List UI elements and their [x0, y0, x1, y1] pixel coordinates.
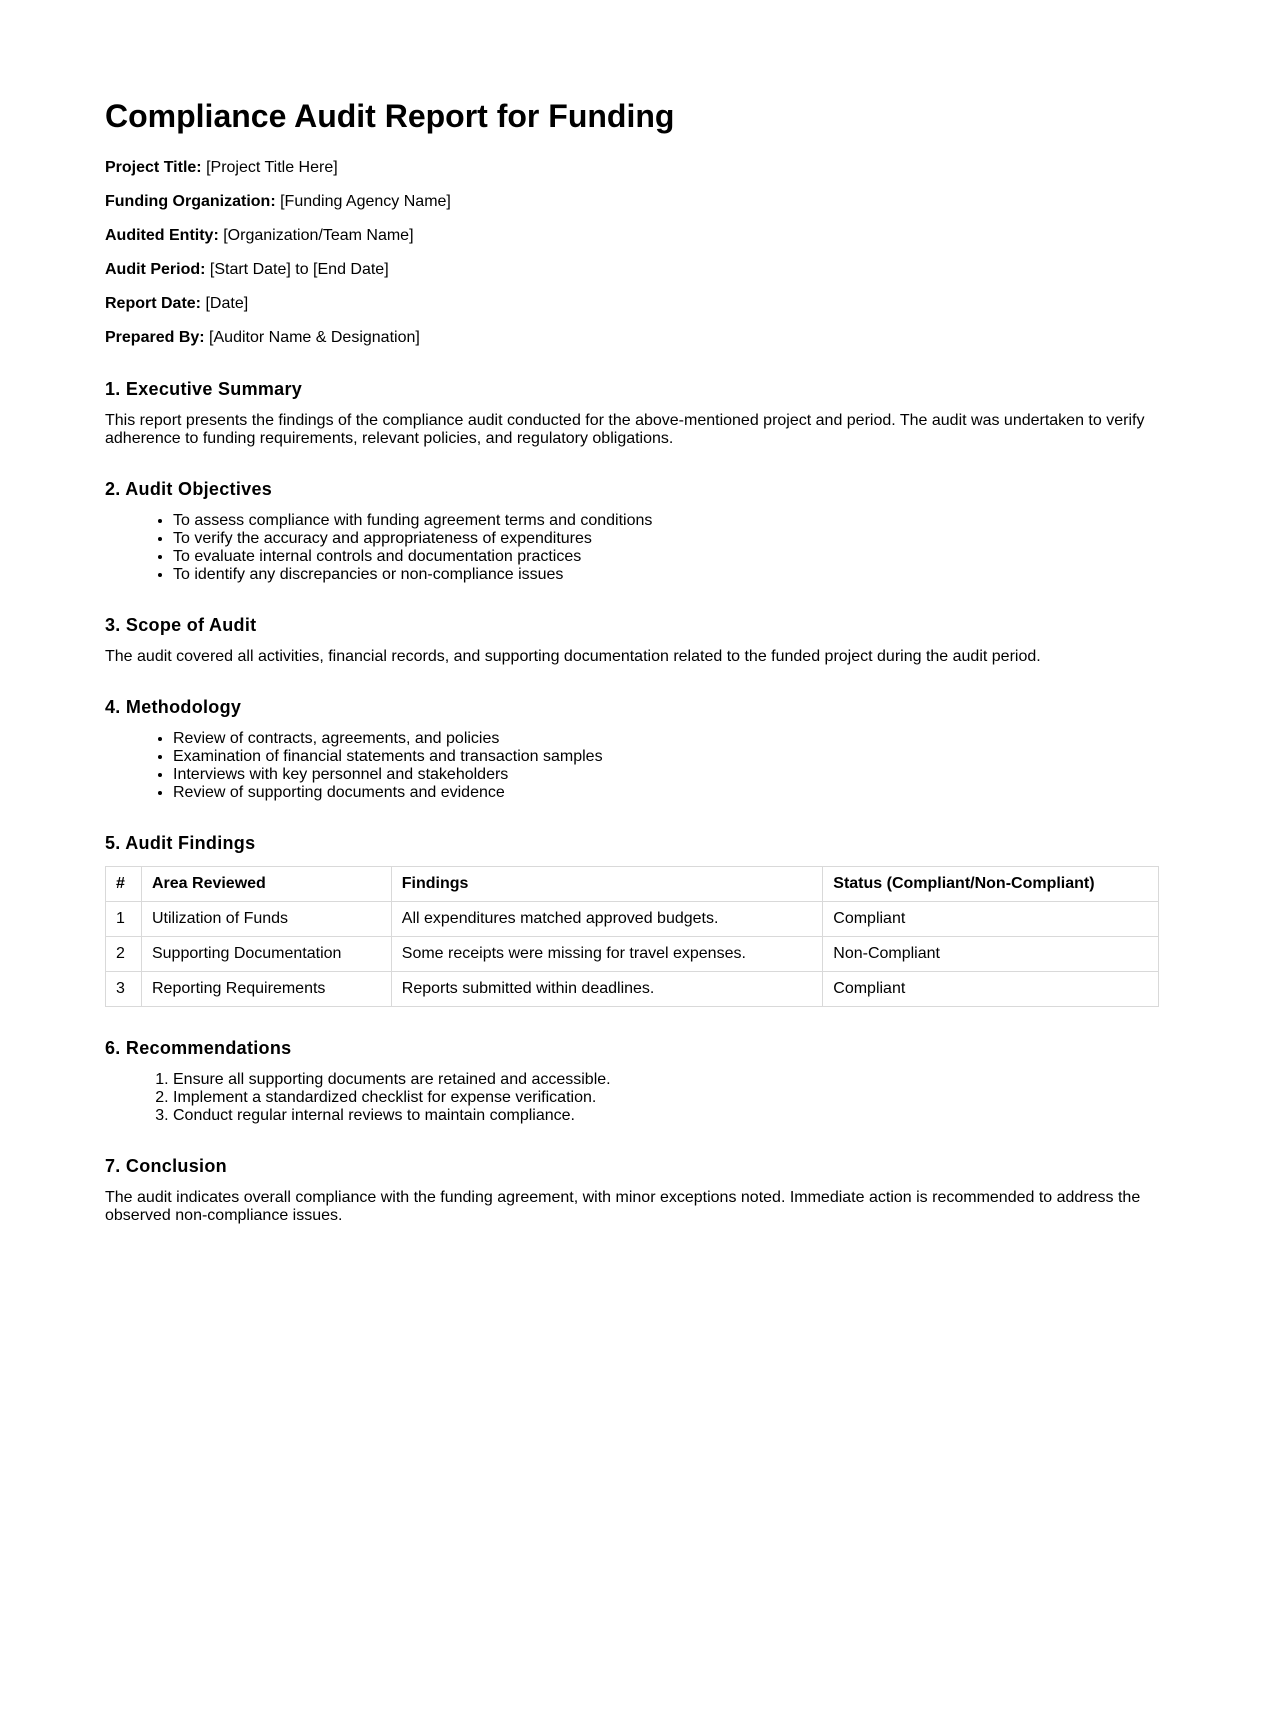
section-text: The audit covered all activities, financial records, and supporting documentation related to the funded project during the audit period. [105, 648, 1041, 665]
column-header: Findings [391, 867, 822, 902]
meta-value: [Project Title Here] [206, 159, 338, 176]
list-item: • Interviews with key personnel and stakeholders [173, 766, 1163, 784]
status-cell: Non-Compliant [823, 937, 1159, 972]
column-header: # [106, 867, 142, 902]
list-item: • To evaluate internal controls and documentation practices [173, 548, 1163, 566]
table-cell: Some receipts were missing for travel expenses. [391, 937, 822, 972]
section-text: This report presents the findings of the compliance audit conducted for the above-mentioned project and period. The audit was undertaken to verify adherence to funding requirements, relevant policies, and regulatory obligations. [105, 412, 1145, 447]
status-cell: Compliant [823, 902, 1159, 937]
column-header: Area Reviewed [141, 867, 391, 902]
table-cell: All expenditures matched approved budgets. [391, 902, 822, 937]
executive-summary-section [105, 378, 1163, 448]
table-cell: Utilization of Funds [141, 902, 391, 937]
list-item: • To verify the accuracy and appropriateness of expenditures [173, 530, 1163, 548]
section-text: The audit indicates overall compliance with the funding agreement, with minor exceptions noted. Immediate action is recommended to address the observed non-compliance issues. [105, 1189, 1141, 1224]
section-heading: 1. Executive Summary [105, 379, 303, 399]
status-cell: Compliant [823, 972, 1159, 1007]
meta-label: Funding Organization: [105, 193, 276, 210]
section-heading: 7. Conclusion [105, 1156, 227, 1176]
recommendations-list [105, 1071, 1163, 1125]
section-heading: 4. Methodology [105, 697, 242, 717]
meta-audited-entity [105, 226, 1163, 246]
list-item: • Review of contracts, agreements, and policies [173, 730, 1163, 748]
table-row [106, 937, 1159, 972]
table-cell: Reports submitted within deadlines. [391, 972, 822, 1007]
report-metadata [105, 158, 1163, 348]
meta-label: Audited Entity: [105, 227, 219, 244]
recommendations-section [105, 1037, 1163, 1125]
table-cell: Supporting Documentation [141, 937, 391, 972]
table-cell: 2 [106, 937, 142, 972]
section-heading: 3. Scope of Audit [105, 615, 257, 635]
meta-funding-organization [105, 192, 1163, 212]
table-cell: 3 [106, 972, 142, 1007]
audit-findings-section [105, 832, 1163, 1007]
list-item: • To assess compliance with funding agreement terms and conditions [173, 512, 1163, 530]
meta-value: [Auditor Name & Designation] [209, 329, 420, 346]
conclusion-section [105, 1155, 1163, 1225]
section-heading: 6. Recommendations [105, 1038, 292, 1058]
table-cell: Reporting Requirements [141, 972, 391, 1007]
findings-table [105, 866, 1159, 1007]
list-item: • Examination of financial statements and transaction samples [173, 748, 1163, 766]
methodology-section [105, 696, 1163, 802]
section-heading: 5. Audit Findings [105, 833, 256, 853]
meta-label: Project Title: [105, 159, 202, 176]
meta-prepared-by [105, 328, 1163, 348]
scope-section [105, 614, 1163, 666]
list-item: • To identify any discrepancies or non-compliance issues [173, 566, 1163, 584]
list-item: 2. Implement a standardized checklist for expense verification. [173, 1089, 1163, 1107]
table-cell: 1 [106, 902, 142, 937]
list-item: • Review of supporting documents and evidence [173, 784, 1163, 802]
page-title: Compliance Audit Report for Funding [105, 98, 675, 134]
meta-label: Audit Period: [105, 261, 206, 278]
list-item: 1. Ensure all supporting documents are retained and accessible. [173, 1071, 1163, 1089]
meta-label: Prepared By: [105, 329, 205, 346]
meta-value: [Date] [205, 295, 249, 312]
meta-value: [Organization/Team Name] [223, 227, 414, 244]
list-item: 3. Conduct regular internal reviews to maintain compliance. [173, 1107, 1163, 1125]
meta-project-title [105, 158, 1163, 178]
meta-value: [Funding Agency Name] [280, 193, 451, 210]
section-heading: 2. Audit Objectives [105, 479, 273, 499]
audit-objectives-section [105, 478, 1163, 584]
meta-value: [Start Date] to [End Date] [209, 261, 389, 278]
methodology-list [105, 730, 1163, 802]
meta-label: Report Date: [105, 295, 202, 312]
meta-audit-period [105, 260, 1163, 280]
table-row [106, 972, 1159, 1007]
table-row [106, 902, 1159, 937]
objectives-list [105, 512, 1163, 584]
meta-report-date [105, 294, 1163, 314]
column-header: Status (Compliant/Non-Compliant) [823, 867, 1159, 902]
table-header-row [106, 867, 1159, 902]
